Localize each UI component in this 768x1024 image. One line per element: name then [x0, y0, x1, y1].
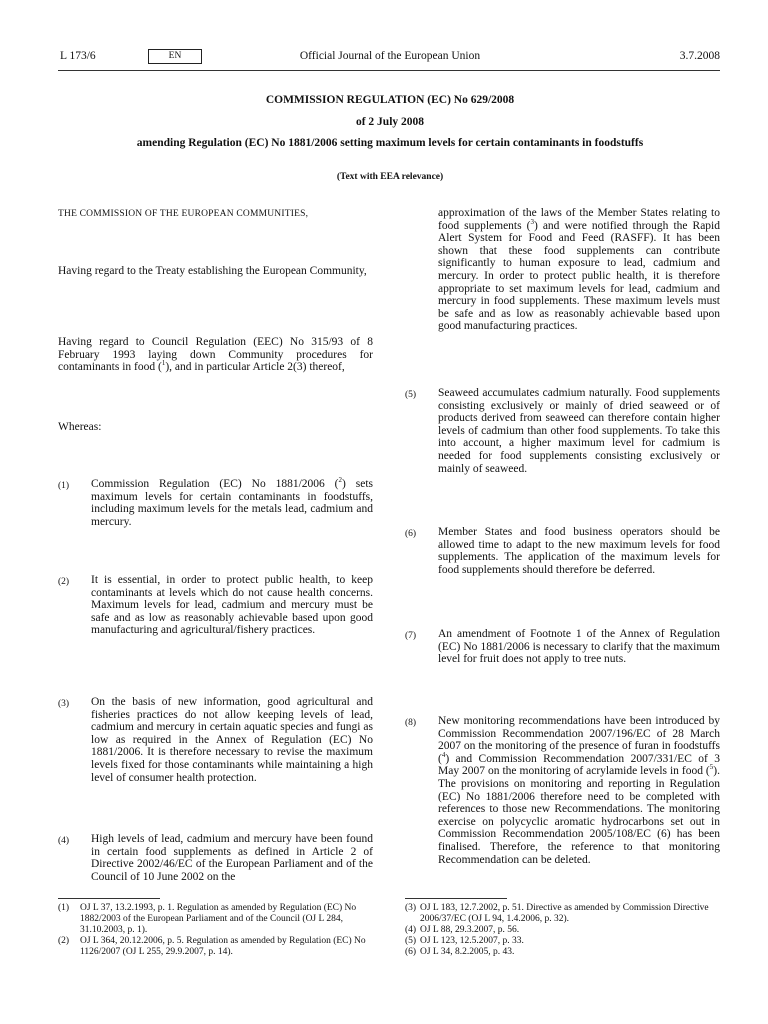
regulation-date: of 2 July 2008	[355, 116, 425, 128]
eea-relevance: (Text with EEA relevance)	[336, 172, 444, 182]
commission-preamble: THE COMMISSION OF THE EUROPEAN COMMUNITIES,	[58, 209, 309, 219]
language-badge: EN	[148, 49, 202, 64]
footnote-5: OJ L 123, 12.5.2007, p. 33.	[420, 936, 524, 946]
regulation-subject: amending Regulation (EC) No 1881/2006 setting maximum levels for certain contaminants in foodstuffs	[136, 137, 644, 149]
whereas-heading: Whereas:	[58, 421, 102, 433]
footnote-1: OJ L 37, 13.2.1993, p. 1. Regulation as amended by Regulation (EC) No 1882/2003 of the European Parliament and of the Council (OJ L 284, 31.10.2003, p. 1).	[80, 903, 357, 935]
footnote-mark: (5)	[405, 936, 417, 946]
recital-5: Seaweed accumulates cadmium naturally. Food supplements consisting exclusively or mainly of dried seaweed or of products derived from seaweed can therefore contain higher levels of cadmium than other food supplements. To take this into account, a higher maximum level for cadmium is needed for food supplements consisting exclusively or mainly of seaweed.	[438, 387, 720, 475]
footnote-mark: (6)	[405, 947, 417, 957]
header-divider	[58, 70, 720, 71]
recital-number: (1)	[58, 481, 70, 491]
publication-date: 3.7.2008	[679, 50, 720, 62]
regulation-title: COMMISSION REGULATION (EC) No 629/2008	[265, 94, 515, 106]
footnote-divider	[405, 898, 507, 899]
footnote-mark: (4)	[405, 925, 417, 935]
recital-number: (7)	[405, 631, 417, 641]
recital-3: On the basis of new information, good agricultural and fisheries practices do not allow keeping levels of lead, cadmium and mercury in certain aquatic species and fungi as low as required in the Annex of Regulation (EC) No 1881/2006. It is therefore necessary to revise the maximum levels fixed for those contaminants while maintaining a high level of consumer health protection.	[91, 696, 373, 784]
recital-number: (8)	[405, 718, 417, 728]
recital-8: New monitoring recommendations have been introduced by Commission Recommendation 2007/196/EC of 28 March 2007 on the monitoring of the presence of furan in foodstuffs ($^4$) and Commission Recommendation 2007/331/EC of 3 May 2007 on the monitoring of acrylamide levels in food ($^5$). The provisions on monitoring and reporting in Regulation (EC) No 1881/2006 therefore need to be completed with references to those new Recommendations. The monitoring exercise on polycyclic aromatic hydrocarbons set out in Commission Recommendation 2005/108/EC (6) has been finalised. Therefore, the reference to that monitoring Recommendation can be deleted.	[438, 715, 720, 866]
having-regard-treaty: Having regard to the Treaty establishing the European Community,	[58, 265, 367, 277]
page-header	[60, 50, 720, 66]
recital-number: (6)	[405, 529, 417, 539]
footnote-mark: (2)	[58, 936, 70, 946]
footnote-3: OJ L 183, 12.7.2002, p. 51. Directive as amended by Commission Directive 2006/37/EC (OJ L 94, 1.4.2006, p. 32).	[420, 903, 709, 924]
recital-number: (2)	[58, 577, 70, 587]
recital-4-continued: approximation of the laws of the Member States relating to food supplements ($^3$) and were notified through the Rapid Alert System for Food and Feed (RASFF). It has been shown that these food supplements can contribute significantly to human exposure to lead, cadmium and mercury. In order to protect public health, it is therefore appropriate to set maximum levels for lead, cadmium and mercury in food supplements. These maximum levels must be safe and as low as reasonably achievable based upon good manufacturing practices.	[438, 207, 720, 333]
recital-2: It is essential, in order to protect public health, to keep contaminants at levels which do not cause health concerns. Maximum levels for lead, cadmium and mercury must be safe and as low as reasonably achievable based upon good manufacturing and agricultural/fishery practices.	[91, 574, 373, 637]
recital-number: (4)	[58, 836, 70, 846]
journal-name: Official Journal of the European Union	[299, 50, 481, 62]
recital-7: An amendment of Footnote 1 of the Annex of Regulation (EC) No 1881/2006 is necessary to clarify that the maximum level for fruit does not apply to tree nuts.	[438, 628, 720, 666]
recital-number: (3)	[58, 699, 70, 709]
footnote-6: OJ L 34, 8.2.2005, p. 43.	[420, 947, 515, 957]
footnote-4: OJ L 88, 29.3.2007, p. 56.	[420, 925, 520, 935]
having-regard-regulation: Having regard to Council Regulation (EEC) No 315/93 of 8 February 1993 laying down Community procedures for contaminants in food ($^1$), and in particular Article 2(3) thereof,	[58, 336, 373, 374]
footnote-mark: (1)	[58, 903, 70, 913]
footnote-mark: (3)	[405, 903, 417, 913]
recital-6: Member States and food business operators should be allowed time to adapt to the new maximum levels for food supplements. The application of the maximum levels for food supplements should therefore be deferred.	[438, 526, 720, 576]
recital-4: High levels of lead, cadmium and mercury have been found in certain food supplements as defined in Article 2 of Directive 2002/46/EC of the European Parliament and of the Council of 10 June 2002 on the	[91, 833, 373, 883]
recital-number: (5)	[405, 390, 417, 400]
recital-1: Commission Regulation (EC) No 1881/2006 ($^2$) sets maximum levels for certain contaminants in foodstuffs, including maximum levels for the metals lead, cadmium and mercury.	[91, 476, 373, 528]
footnote-2: OJ L 364, 20.12.2006, p. 5. Regulation as amended by Regulation (EC) No 1126/2007 (OJ L 255, 29.9.2007, p. 14).	[80, 936, 366, 957]
footnote-divider	[58, 898, 160, 899]
journal-reference: L 173/6	[60, 50, 96, 62]
